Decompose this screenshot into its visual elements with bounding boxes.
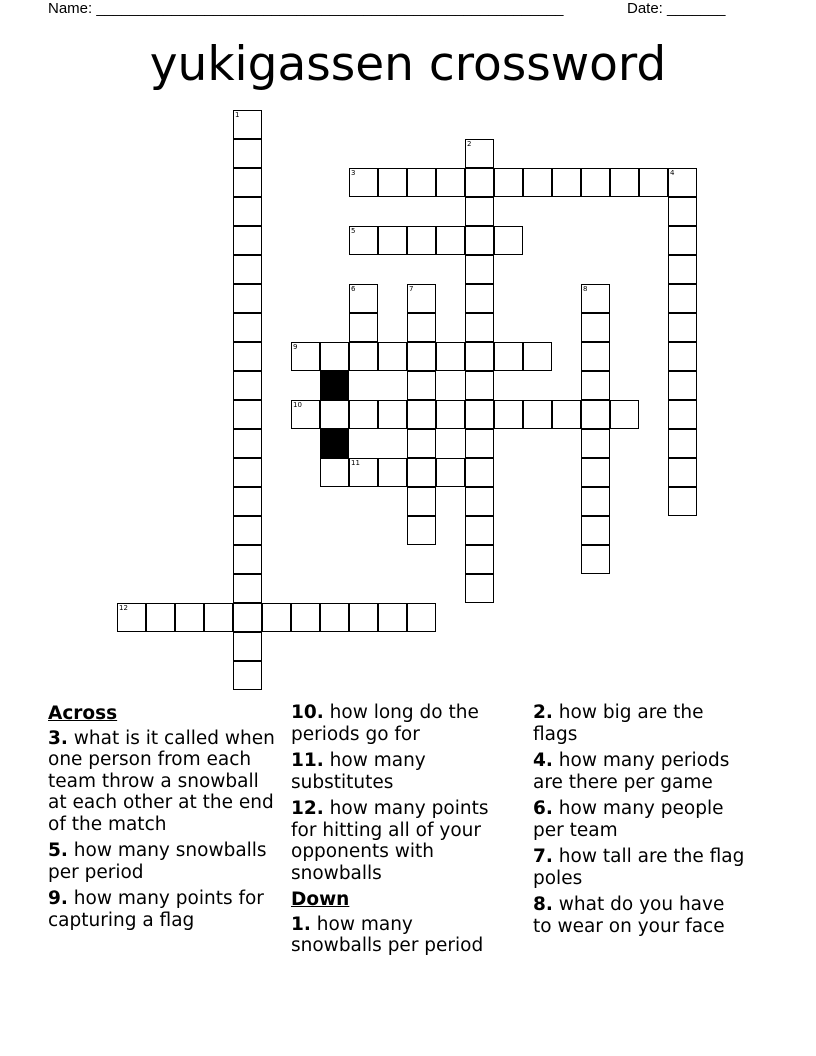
crossword-cell[interactable] bbox=[291, 342, 320, 371]
crossword-cell[interactable] bbox=[233, 487, 262, 516]
crossword-cell[interactable] bbox=[668, 487, 697, 516]
crossword-cell[interactable] bbox=[407, 313, 436, 342]
crossword-cell[interactable] bbox=[668, 284, 697, 313]
crossword-cell[interactable] bbox=[233, 197, 262, 226]
crossword-cell[interactable] bbox=[668, 255, 697, 284]
crossword-cell[interactable] bbox=[378, 458, 407, 487]
crossword-cell[interactable] bbox=[291, 400, 320, 429]
crossword-cell[interactable] bbox=[320, 342, 349, 371]
across-clue: 5. how many snowballs per period bbox=[48, 840, 267, 883]
crossword-cell[interactable] bbox=[407, 516, 436, 545]
down-clue: 4. how many periods are there per game bbox=[533, 750, 730, 793]
crossword-cell[interactable] bbox=[465, 545, 494, 574]
crossword-cell[interactable] bbox=[349, 400, 378, 429]
clue-number: 12 bbox=[119, 604, 128, 612]
crossword-cell[interactable] bbox=[349, 458, 378, 487]
clue-number: 10 bbox=[293, 401, 302, 409]
crossword-cell[interactable] bbox=[668, 458, 697, 487]
down-clue: 8. what do you have to wear on your face bbox=[533, 894, 725, 937]
crossword-cell[interactable] bbox=[552, 400, 581, 429]
crossword-cell[interactable] bbox=[639, 168, 668, 197]
across-clue: 9. how many points for capturing a flag bbox=[48, 888, 264, 931]
crossword-cell[interactable] bbox=[349, 284, 378, 313]
clue-number: 7 bbox=[409, 285, 414, 293]
crossword-cell[interactable] bbox=[581, 168, 610, 197]
clue-number: 3 bbox=[351, 169, 356, 177]
crossword-cell[interactable] bbox=[465, 458, 494, 487]
crossword-cell[interactable] bbox=[523, 342, 552, 371]
crossword-cell[interactable] bbox=[465, 516, 494, 545]
crossword-cell[interactable] bbox=[233, 371, 262, 400]
crossword-cell[interactable] bbox=[668, 168, 697, 197]
crossword-cell[interactable] bbox=[233, 168, 262, 197]
crossword-black-cell bbox=[320, 429, 349, 458]
crossword-cell[interactable] bbox=[523, 400, 552, 429]
crossword-cell[interactable] bbox=[233, 661, 262, 690]
crossword-cell[interactable] bbox=[407, 429, 436, 458]
crossword-cell[interactable] bbox=[175, 603, 204, 632]
crossword-cell[interactable] bbox=[494, 168, 523, 197]
crossword-cell[interactable] bbox=[465, 168, 494, 197]
crossword-cell[interactable] bbox=[407, 371, 436, 400]
crossword-cell[interactable] bbox=[465, 429, 494, 458]
crossword-cell[interactable] bbox=[233, 313, 262, 342]
crossword-cell[interactable] bbox=[668, 429, 697, 458]
crossword-cell[interactable] bbox=[465, 284, 494, 313]
crossword-cell[interactable] bbox=[494, 400, 523, 429]
down-clue: 2. how big are the flags bbox=[533, 702, 704, 745]
crossword-cell[interactable] bbox=[262, 603, 291, 632]
crossword-cell[interactable] bbox=[610, 400, 639, 429]
crossword-cell[interactable] bbox=[233, 110, 262, 139]
crossword-cell[interactable] bbox=[378, 226, 407, 255]
crossword-cell[interactable] bbox=[436, 168, 465, 197]
crossword-cell[interactable] bbox=[233, 603, 262, 632]
crossword-cell[interactable] bbox=[581, 342, 610, 371]
crossword-cell[interactable] bbox=[233, 545, 262, 574]
clue-number: 6 bbox=[351, 285, 356, 293]
crossword-cell[interactable] bbox=[349, 342, 378, 371]
crossword-cell[interactable] bbox=[465, 255, 494, 284]
crossword-cell[interactable] bbox=[581, 458, 610, 487]
across-clue: 11. how many substitutes bbox=[291, 750, 426, 793]
crossword-cell[interactable] bbox=[407, 168, 436, 197]
crossword-cell[interactable] bbox=[233, 255, 262, 284]
across-clue: 12. how many points for hitting all of your opponents with snowballs bbox=[291, 798, 489, 884]
crossword-cell[interactable] bbox=[233, 429, 262, 458]
crossword-cell[interactable] bbox=[668, 197, 697, 226]
crossword-cell[interactable] bbox=[668, 226, 697, 255]
crossword-cell[interactable] bbox=[378, 342, 407, 371]
clue-column-3 bbox=[533, 702, 748, 942]
crossword-cell[interactable] bbox=[407, 400, 436, 429]
crossword-cell[interactable] bbox=[465, 574, 494, 603]
date-field-label: Date: _______ bbox=[627, 0, 726, 17]
across-clue: 10. how long do the periods go for bbox=[291, 702, 479, 745]
crossword-cell[interactable] bbox=[378, 603, 407, 632]
down-clue: 7. how tall are the flag poles bbox=[533, 846, 745, 889]
crossword-cell[interactable] bbox=[436, 342, 465, 371]
crossword-cell[interactable] bbox=[581, 516, 610, 545]
crossword-cell[interactable] bbox=[407, 284, 436, 313]
crossword-cell[interactable] bbox=[668, 342, 697, 371]
crossword-cell[interactable] bbox=[407, 603, 436, 632]
clue-number: 1 bbox=[235, 111, 240, 119]
clue-number: 9 bbox=[293, 343, 298, 351]
crossword-cell[interactable] bbox=[407, 342, 436, 371]
crossword-cell[interactable] bbox=[233, 516, 262, 545]
crossword-cell[interactable] bbox=[581, 284, 610, 313]
clue-number: 8 bbox=[583, 285, 588, 293]
crossword-cell[interactable] bbox=[465, 197, 494, 226]
across-clue: 3. what is it called when one person from each team throw a snowball at each other at the end of the match bbox=[48, 727, 275, 835]
page-title: yukigassen crossword bbox=[149, 37, 667, 92]
crossword-cell[interactable] bbox=[465, 313, 494, 342]
crossword-cell[interactable] bbox=[494, 226, 523, 255]
crossword-cell[interactable] bbox=[233, 458, 262, 487]
crossword-cell[interactable] bbox=[494, 342, 523, 371]
crossword-cell[interactable] bbox=[349, 226, 378, 255]
crossword-cell[interactable] bbox=[320, 400, 349, 429]
crossword-cell[interactable] bbox=[668, 400, 697, 429]
crossword-cell[interactable] bbox=[378, 400, 407, 429]
crossword-cell[interactable] bbox=[465, 400, 494, 429]
crossword-cell[interactable] bbox=[523, 168, 552, 197]
crossword-cell[interactable] bbox=[233, 342, 262, 371]
crossword-cell[interactable] bbox=[146, 603, 175, 632]
down-clue: 6. how many people per team bbox=[533, 798, 724, 841]
crossword-cell[interactable] bbox=[581, 400, 610, 429]
crossword-cell[interactable] bbox=[233, 400, 262, 429]
crossword-cell[interactable] bbox=[320, 603, 349, 632]
clue-number: 2 bbox=[467, 140, 472, 148]
crossword-cell[interactable] bbox=[407, 226, 436, 255]
crossword-cell[interactable] bbox=[349, 313, 378, 342]
crossword-cell[interactable] bbox=[668, 313, 697, 342]
down-heading: Down bbox=[291, 889, 350, 910]
crossword-cell[interactable] bbox=[465, 371, 494, 400]
crossword-cell[interactable] bbox=[465, 139, 494, 168]
crossword-cell[interactable] bbox=[233, 632, 262, 661]
crossword-cell[interactable] bbox=[581, 429, 610, 458]
crossword-cell[interactable] bbox=[349, 168, 378, 197]
crossword-cell[interactable] bbox=[581, 371, 610, 400]
crossword-cell[interactable] bbox=[233, 139, 262, 168]
crossword-cell[interactable] bbox=[204, 603, 233, 632]
crossword-cell[interactable] bbox=[407, 458, 436, 487]
crossword-cell[interactable] bbox=[581, 487, 610, 516]
crossword-cell[interactable] bbox=[349, 603, 378, 632]
crossword-cell[interactable] bbox=[233, 284, 262, 313]
crossword-cell[interactable] bbox=[581, 313, 610, 342]
crossword-cell[interactable] bbox=[436, 458, 465, 487]
name-field-label: Name: ________________________________________________________ bbox=[48, 0, 564, 17]
crossword-cell[interactable] bbox=[291, 603, 320, 632]
clue-number: 11 bbox=[351, 459, 360, 467]
crossword-cell[interactable] bbox=[378, 168, 407, 197]
crossword-cell[interactable] bbox=[552, 168, 581, 197]
crossword-cell[interactable] bbox=[610, 168, 639, 197]
across-heading: Across bbox=[48, 703, 118, 724]
crossword-cell[interactable] bbox=[233, 574, 262, 603]
crossword-cell[interactable] bbox=[436, 226, 465, 255]
clue-column-2 bbox=[291, 702, 506, 962]
crossword-cell[interactable] bbox=[668, 371, 697, 400]
crossword-cell[interactable] bbox=[320, 458, 349, 487]
crossword-cell[interactable] bbox=[407, 487, 436, 516]
crossword-cell[interactable] bbox=[465, 342, 494, 371]
crossword-cell[interactable] bbox=[436, 400, 465, 429]
crossword-cell[interactable] bbox=[465, 226, 494, 255]
crossword-cell[interactable] bbox=[581, 545, 610, 574]
crossword-cell[interactable] bbox=[117, 603, 146, 632]
clue-column-1 bbox=[48, 702, 280, 936]
clue-number: 5 bbox=[351, 227, 356, 235]
down-clue: 1. how many snowballs per period bbox=[291, 913, 484, 956]
crossword-black-cell bbox=[320, 371, 349, 400]
clue-number: 4 bbox=[670, 169, 675, 177]
crossword-cell[interactable] bbox=[465, 487, 494, 516]
crossword-cell[interactable] bbox=[233, 226, 262, 255]
